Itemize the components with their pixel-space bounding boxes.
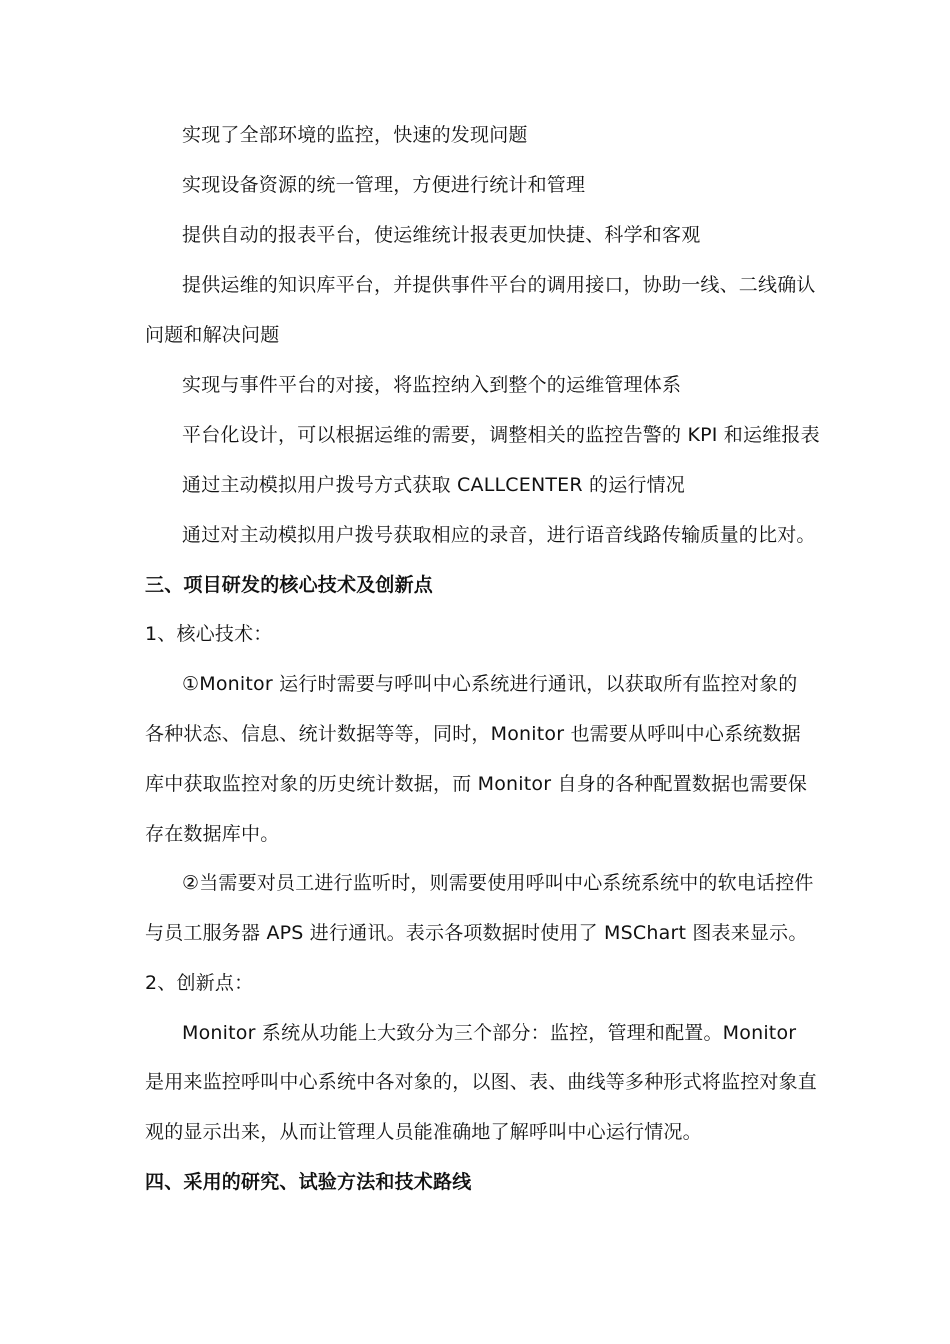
subheading-innovation: 2、创新点： (145, 972, 254, 994)
section-heading-3: 三、项目研发的核心技术及创新点 (145, 574, 434, 596)
text-line-8: 通过主动模拟用户拨号方式获取 CALLCENTER 的运行情况 (182, 474, 686, 496)
text-line-3: 提供自动的报表平台，使运维统计报表更加快捷、科学和客观 (182, 224, 701, 246)
text-line-9: 通过对主动模拟用户拨号获取相应的录音，进行语音线路传输质量的比对。 (182, 524, 816, 546)
text-line-1: 实现了全部环境的监控，快速的发现问题 (182, 124, 528, 146)
text-line-20: 是用来监控呼叫中心系统中各对象的，以图、表、曲线等多种形式将监控对象直 (145, 1071, 818, 1093)
text-line-6: 实现与事件平台的对接，将监控纳入到整个的运维管理体系 (182, 374, 682, 396)
text-line-5: 问题和解决问题 (145, 324, 280, 346)
section-heading-4: 四、采用的研究、试验方法和技术路线 (145, 1171, 472, 1193)
subheading-core-tech: 1、核心技术： (145, 623, 273, 645)
text-line-19: Monitor 系统从功能上大致分为三个部分：监控，管理和配置。Monitor (182, 1022, 797, 1044)
text-line-4: 提供运维的知识库平台，并提供事件平台的调用接口，协助一线、二线确认 (182, 274, 816, 296)
text-line-14: 库中获取监控对象的历史统计数据，而 Monitor 自身的各种配置数据也需要保 (145, 773, 808, 795)
text-line-7: 平台化设计，可以根据运维的需要，调整相关的监控告警的 KPI 和运维报表 (182, 424, 820, 446)
text-line-21: 观的显示出来，从而让管理人员能准确地了解呼叫中心运行情况。 (145, 1121, 702, 1143)
text-line-12: ①Monitor 运行时需要与呼叫中心系统进行通讯，以获取所有监控对象的 (182, 673, 798, 695)
text-line-2: 实现设备资源的统一管理，方便进行统计和管理 (182, 174, 586, 196)
text-line-13: 各种状态、信息、统计数据等等，同时，Monitor 也需要从呼叫中心系统数据 (145, 723, 801, 745)
text-line-16: ②当需要对员工进行监听时，则需要使用呼叫中心系统系统中的软电话控件 (182, 872, 814, 894)
text-line-15: 存在数据库中。 (145, 823, 280, 845)
text-line-17: 与员工服务器 APS 进行通讯。表示各项数据时使用了 MSChart 图表来显示。 (145, 922, 808, 944)
